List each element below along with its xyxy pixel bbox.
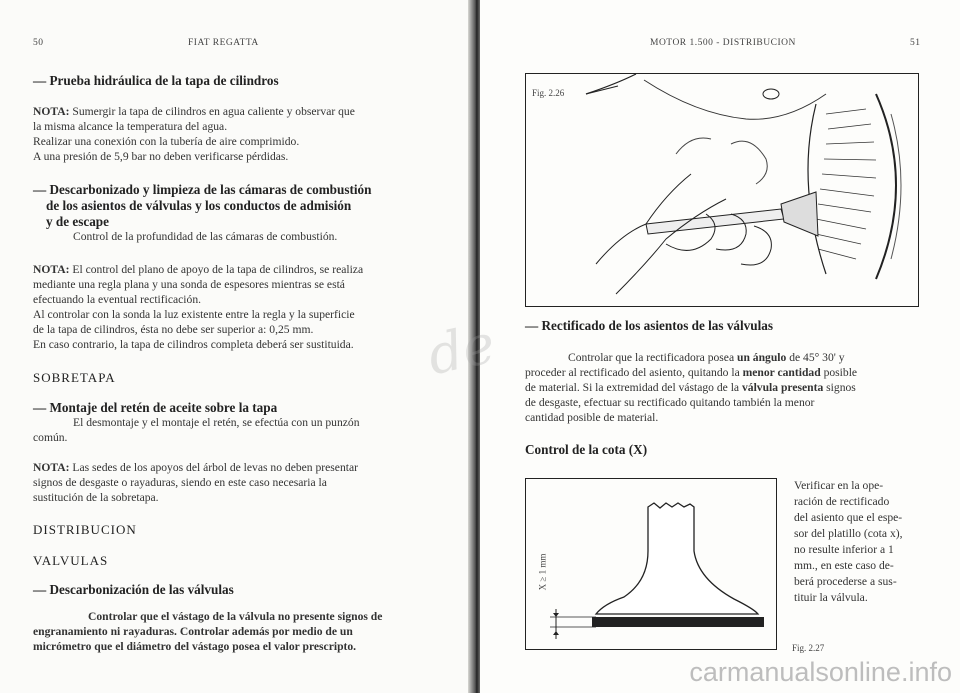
watermark: de: [422, 311, 501, 388]
cota-line2: ración de rectificado: [794, 495, 890, 508]
grinder-illustration: [526, 74, 918, 306]
section-heading-montaje: — Montaje del retén de aceite sobre la tapa: [33, 400, 278, 415]
montaje-line2: común.: [33, 431, 68, 444]
rectificado-line4: de desgaste, efectuar su rectificado quitando también la menor: [525, 396, 815, 409]
valvulas-line3: micrómetro que el diámetro del vástago posea el valor prescripto.: [33, 640, 357, 653]
rectificado-line2: proceder al rectificado del asiento, quitando la menor cantidad posible: [525, 366, 858, 379]
figure-2-26-label: Fig. 2.26: [532, 88, 565, 98]
nota3-line2: signos de desgaste o rayaduras, siendo en este caso necesaria la: [33, 476, 327, 489]
right-running-head: MOTOR 1.500 - DISTRIBUCION: [650, 38, 796, 48]
heading-sobretapa: SOBRETAPA: [33, 370, 116, 385]
section-heading-descarbonizado-3: y de escape: [46, 214, 109, 229]
heading-valvulas: VALVULAS: [33, 553, 109, 568]
left-page: [0, 0, 474, 693]
nota1-line1: NOTA: Sumergir la tapa de cilindros en agua caliente y observar que: [33, 105, 355, 118]
footer-site-text: carmanualsonline.info: [689, 657, 952, 687]
cota-line4: sor del platillo (cota x),: [794, 527, 903, 540]
nota3-line3: sustitución de la sobretapa.: [33, 491, 159, 504]
nota2-line1: NOTA: El control del plano de apoyo de la tapa de cilindros, se realiza: [33, 263, 364, 276]
figure-2-27-dimension-label: X ≥ 1 mm: [537, 553, 548, 591]
right-page: [480, 0, 960, 693]
cota-line8: tituir la válvula.: [794, 591, 868, 604]
section-heading-descarbonizado-2: de los asientos de válvulas y los conductos de admisión: [46, 198, 352, 213]
nota1-line3: Realizar una conexión con la tubería de aire comprimido.: [33, 135, 300, 148]
nota2-line6: En caso contrario, la tapa de cilindros completa deberá ser sustituida.: [33, 338, 354, 351]
nota2-line4: Al controlar con la sonda la luz existente entre la regla y la superficie: [33, 308, 355, 321]
cota-line3: del asiento que el espe-: [794, 511, 903, 524]
nota2-line5: de la tapa de cilindros, ésta no debe ser superior a: 0,25 mm.: [33, 323, 314, 336]
valve-illustration: [526, 479, 776, 649]
nota3-line1: NOTA: Las sedes de los apoyos del árbol de levas no deben presentar: [33, 461, 358, 474]
nota1-line2: la misma alcance la temperatura del agua.: [33, 120, 228, 133]
figure-2-26: [525, 73, 919, 307]
left-page-number: 50: [33, 38, 44, 48]
right-page-number: 51: [910, 38, 921, 48]
rectificado-line1: Controlar que la rectificadora posea un ángulo de 45° 30' y: [568, 351, 845, 364]
figure-2-27: [525, 478, 777, 650]
section-heading-control-cota: Control de la cota (X): [525, 442, 648, 457]
section-body-descarbonizado: Control de la profundidad de las cámaras de combustión.: [73, 230, 338, 243]
cota-line7: berá procederse a sus-: [794, 575, 897, 588]
footer-watermark: [0, 652, 960, 693]
cota-line1: Verificar en la ope-: [794, 479, 884, 492]
nota2-line2: mediante una regla plana y una sonda de espesores mientras se está: [33, 278, 345, 291]
figure-2-27-label: Fig. 2.27: [792, 643, 825, 653]
valvulas-line2: engranamiento ni rayaduras. Controlar además por medio de un: [33, 625, 353, 638]
nota2-line3: efectuando la eventual rectificación.: [33, 293, 202, 306]
heading-distribucion: DISTRIBUCION: [33, 522, 137, 537]
cota-line6: mm., en este caso de-: [794, 559, 894, 572]
valvulas-line1: Controlar que el vástago de la válvula no presente signos de: [88, 610, 383, 623]
section-heading-rectificado: — Rectificado de los asientos de las válvulas: [525, 318, 773, 333]
nota1-line4: A una presión de 5,9 bar no deben verificarse pérdidas.: [33, 150, 289, 163]
cota-line5: no resulte inferior a 1: [794, 543, 894, 556]
rectificado-line5: cantidad posible de material.: [525, 411, 659, 424]
section-heading-prueba: — Prueba hidráulica de la tapa de cilindros: [33, 73, 279, 88]
section-heading-descarbonizacion: — Descarbonización de las válvulas: [33, 582, 234, 597]
rectificado-line3: de material. Si la extremidad del vástago de la válvula presenta signos: [525, 381, 856, 394]
montaje-line1: El desmontaje y el montaje el retén, se efectúa con un punzón: [73, 416, 360, 429]
left-running-head: FIAT REGATTA: [188, 38, 259, 48]
section-heading-descarbonizado-1: — Descarbonizado y limpieza de las cámaras de combustión: [33, 182, 372, 197]
